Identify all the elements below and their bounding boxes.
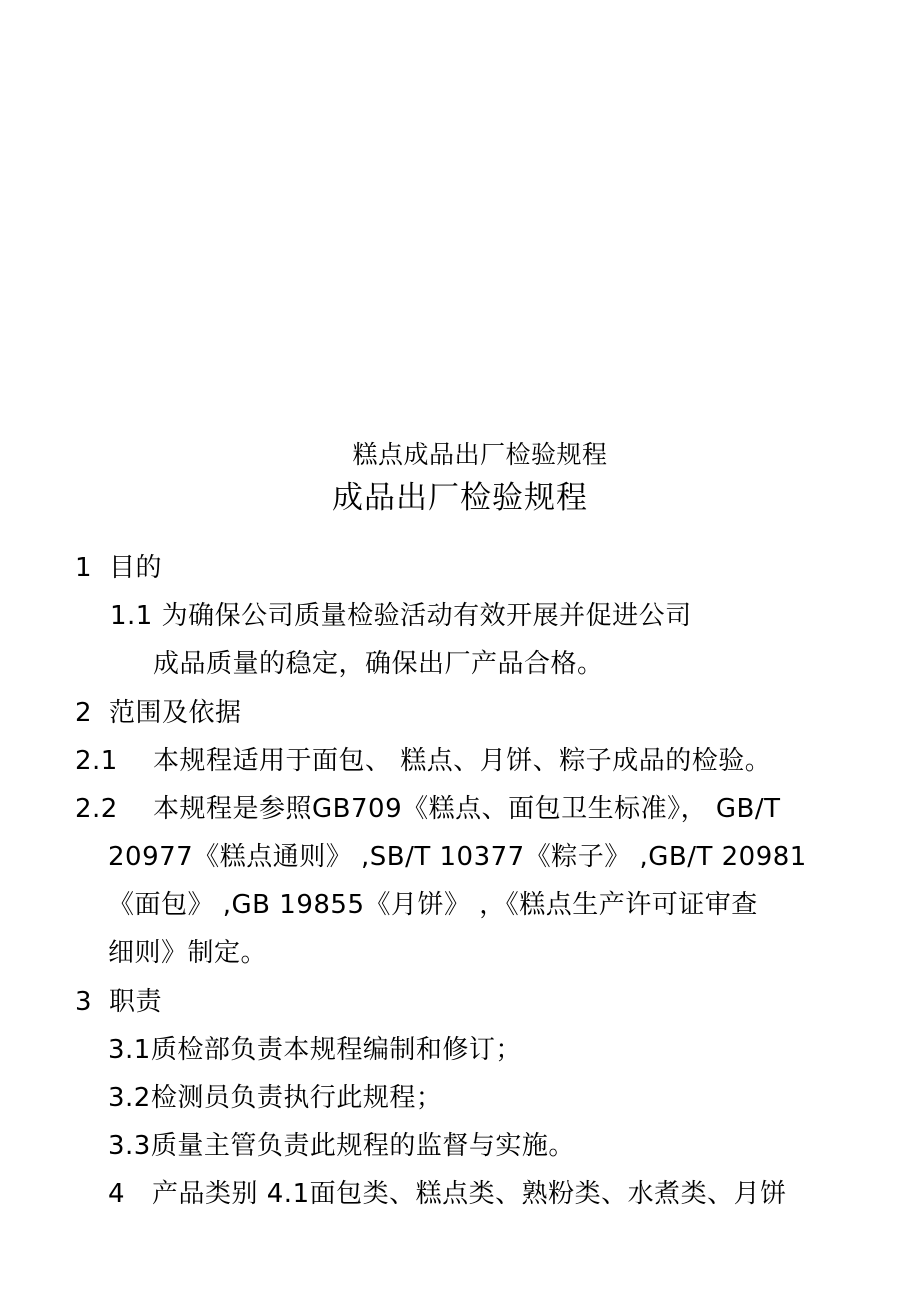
section-number: 3 [75, 987, 93, 1017]
paragraph-text: 1.1 为确保公司质量检验活动有效开展并促进公司 [110, 601, 692, 631]
paragraph-text: 3.3质量主管负责此规程的监督与实施。 [108, 1131, 575, 1161]
section-heading: 目的 [109, 553, 163, 583]
paragraph-line [108, 1081, 442, 1115]
paragraph-line [75, 792, 781, 826]
paragraph-text: 20977《糕点通则》 ,SB/T 10377《粽子》 ,GB/T 20981 [108, 842, 807, 872]
paragraph-line [108, 840, 807, 874]
paragraph-line [108, 1129, 575, 1163]
paragraph-line [108, 888, 758, 922]
section-heading: 范围及依据 [109, 698, 242, 728]
paragraph-line [108, 1033, 522, 1067]
paragraph-line [75, 744, 771, 778]
section-number: 1 [75, 553, 93, 583]
paragraph-text: 本规程适用于面包、 糕点、月饼、粽子成品的检验。 [153, 746, 772, 776]
heading-line [75, 696, 242, 730]
section-heading: 职责 [109, 987, 163, 1017]
running-header: 糕点成品出厂检验规程 [352, 440, 608, 469]
paragraph-line [110, 599, 692, 633]
paragraph-text: 3.2检测员负责执行此规程； [108, 1083, 443, 1113]
paragraph-text: 3.1质检部负责本规程编制和修订； [108, 1035, 522, 1065]
heading-line [75, 985, 162, 1019]
clause-number: 2.1 [75, 746, 118, 776]
paragraph-text: 细则》制定。 [108, 938, 268, 968]
paragraph-line [153, 647, 604, 681]
clause-number: 2.2 [75, 794, 118, 824]
section-heading: 产品类别 4.1面包类、糕点类、熟粉类、水煮类、月饼 [152, 1179, 787, 1209]
heading-line [108, 1177, 787, 1211]
paragraph-text: 成品质量的稳定，确保出厂产品合格。 [153, 649, 604, 679]
document-title: 成品出厂检验规程 [332, 480, 588, 516]
heading-line [75, 551, 162, 585]
section-number: 4 [108, 1179, 126, 1209]
section-number: 2 [75, 698, 93, 728]
paragraph-text: 本规程是参照GB709《糕点、面包卫生标准》， GB/T [153, 794, 781, 824]
paragraph-text: 《面包》 ,GB 19855《月饼》 ，《糕点生产许可证审查 [108, 890, 758, 920]
paragraph-line [108, 936, 267, 970]
